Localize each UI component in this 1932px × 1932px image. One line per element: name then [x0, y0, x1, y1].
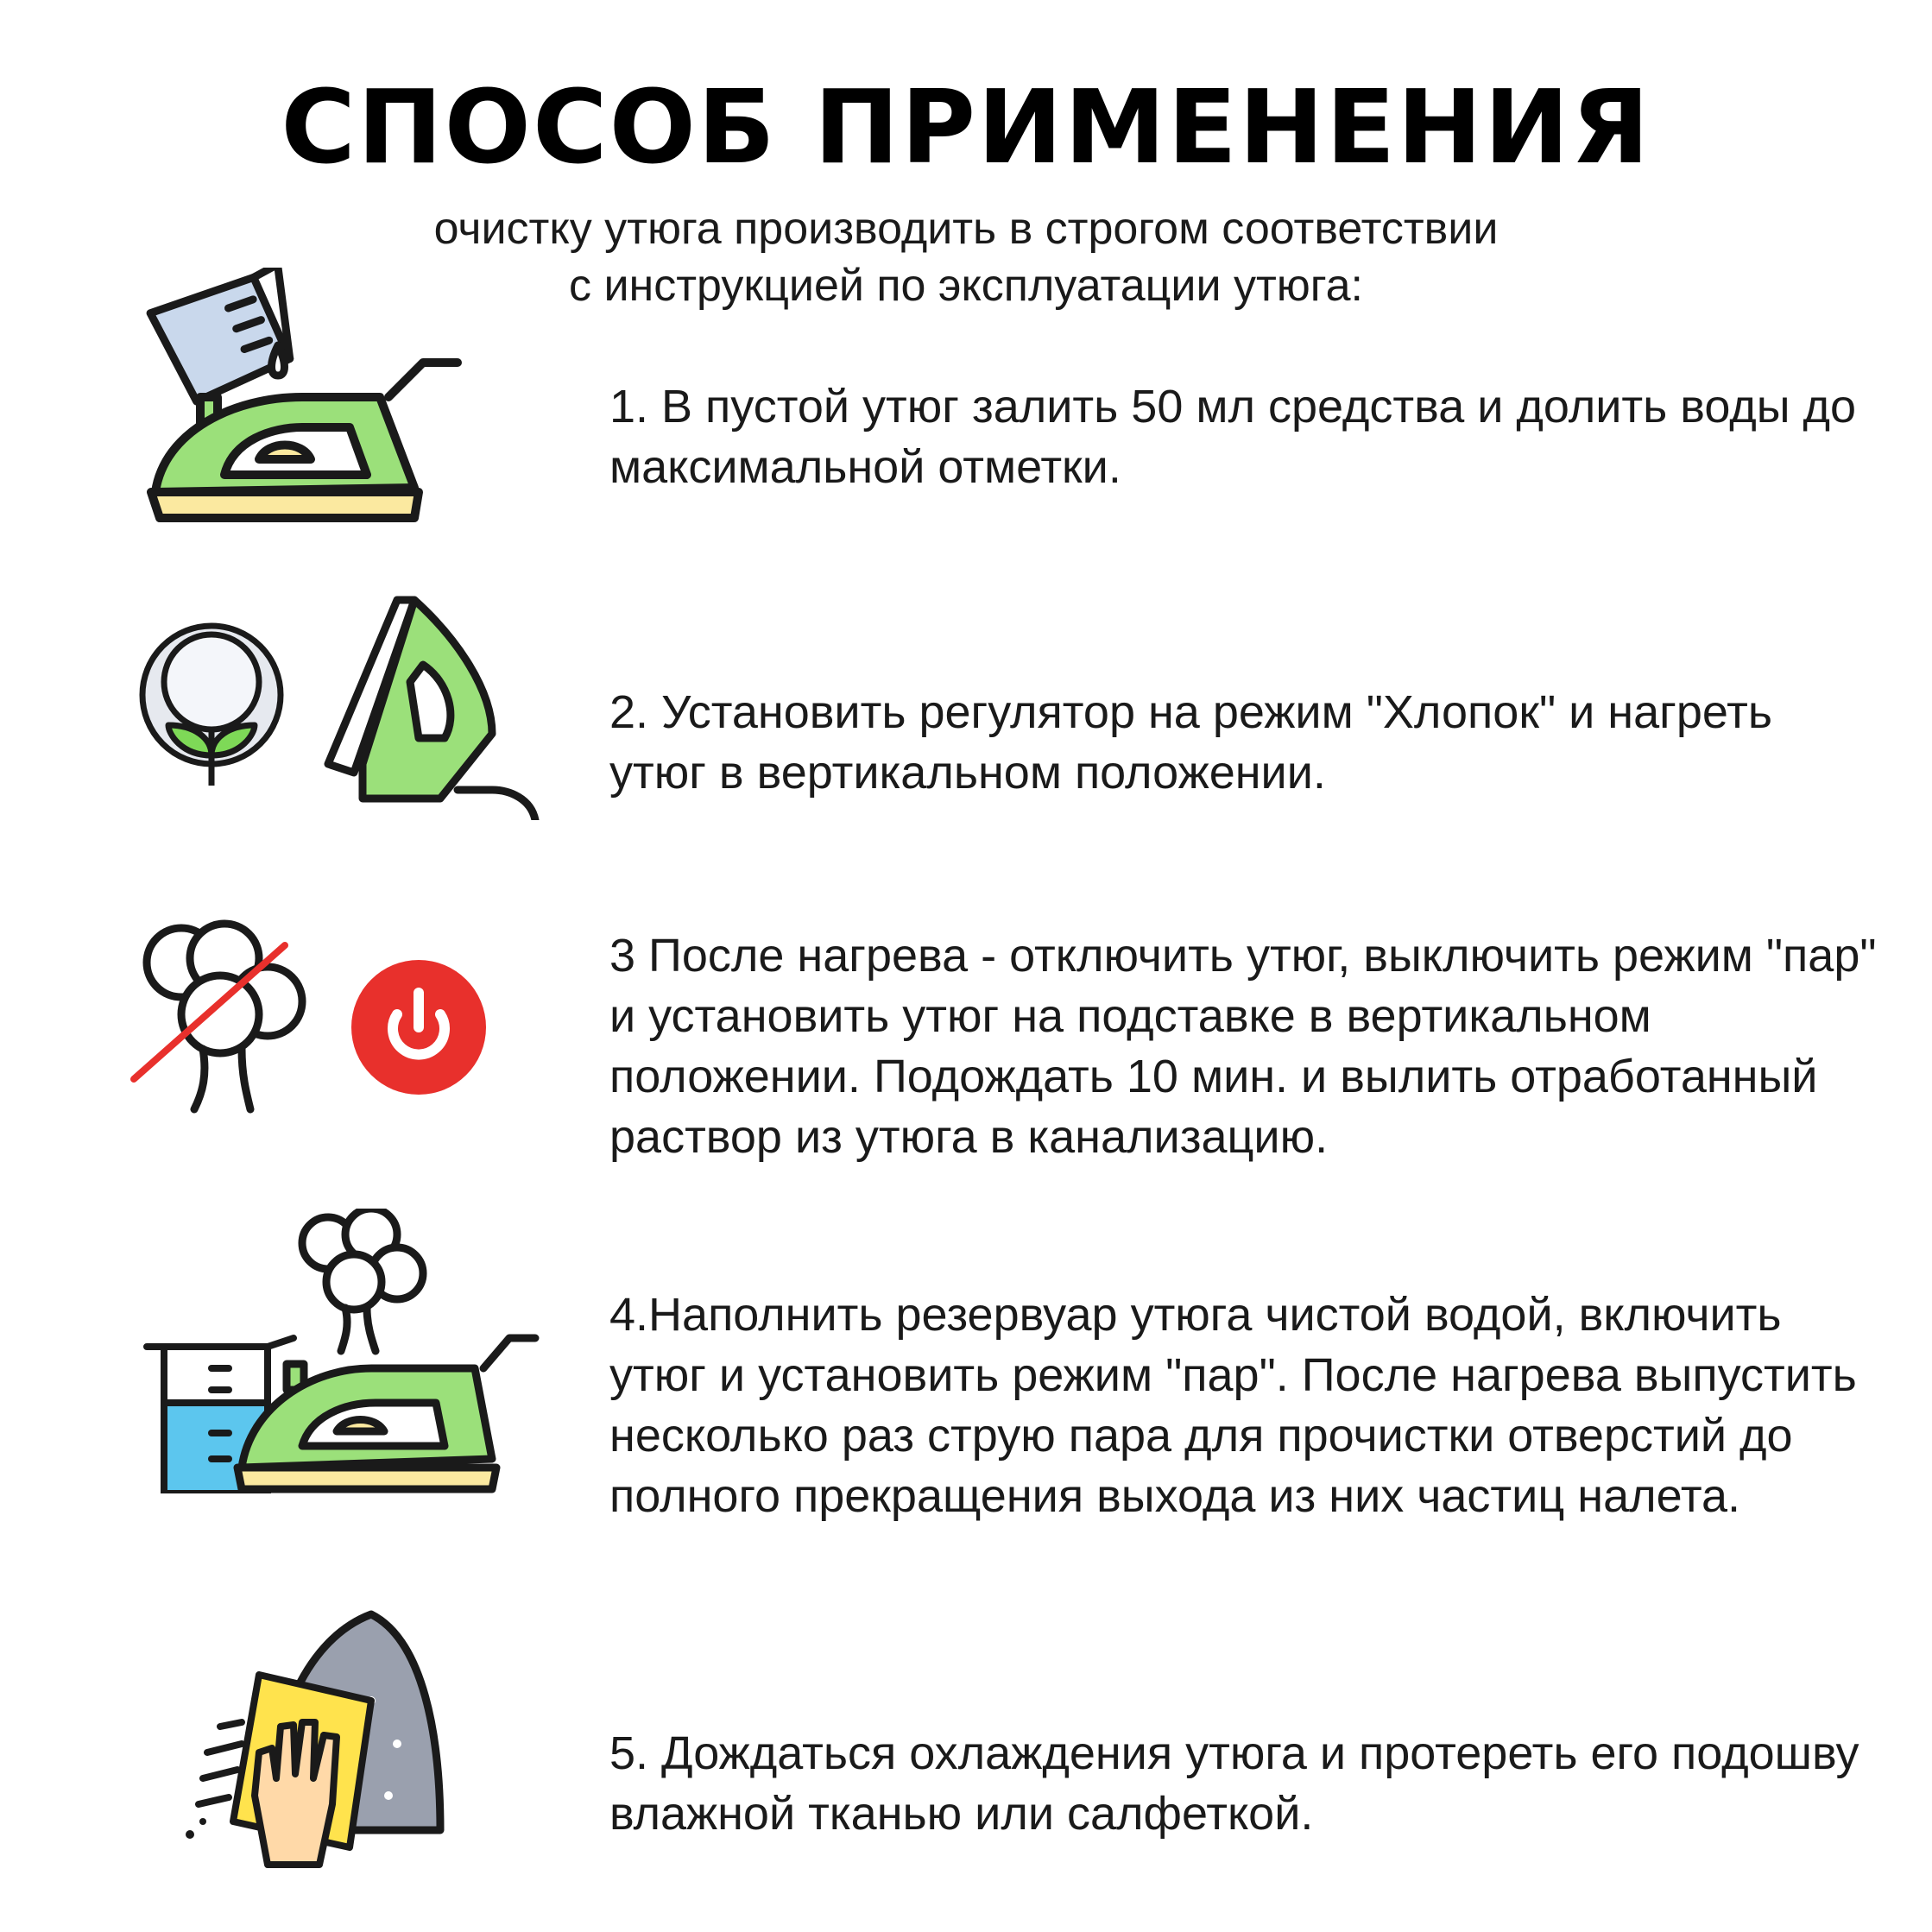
- subtitle-line-2: с инструкцией по эксплуатации утюга:: [569, 261, 1363, 311]
- no-steam-icon: [134, 924, 302, 1109]
- step-5-text: 5. Дождаться охлаждения утюга и протереть его подошву влажной тканью или салфеткой.: [609, 1727, 1859, 1840]
- step-3-icons: [121, 919, 501, 1118]
- step-5-icons: [173, 1606, 458, 1882]
- power-off-icon: [351, 960, 486, 1095]
- step-3-text: 3 После нагрева - отключить утюг, выключить режим "пар" и установить утюг на подставке в вертикальном положении. Подождать 10 мин. и вылить отработанный раствор из утюга в канализацию.: [609, 930, 1877, 1163]
- step-2-text: 2. Установить регулятор на режим "Хлопок" и нагреть утюг в вертикальном положении.: [609, 686, 1772, 799]
- step-4-text: 4.Наполнить резервуар утюга чистой водой, включить утюг и установить режим "пар". После нагрева выпустить несколько раз струю пара для прочистки отверстий до полного прекращения выхода из них частиц налета.: [609, 1289, 1857, 1522]
- measuring-jug-icon: [148, 268, 294, 407]
- step-2-icons: [129, 587, 544, 820]
- subtitle-line-1: очистку утюга производить в строгом соответствии: [433, 204, 1499, 254]
- wiping-cloth-hand-icon: [186, 1675, 371, 1865]
- steam-iron-icon: [237, 1209, 535, 1489]
- cotton-icon: [142, 626, 281, 786]
- step-1-icons: [129, 268, 475, 527]
- step-1-text: 1. В пустой утюг залить 50 мл средства и долить воды до максимальной отметки.: [609, 381, 1857, 493]
- step-4-icons: [129, 1209, 578, 1493]
- upright-iron-icon: [328, 600, 535, 820]
- page-title: СПОСОБ ПРИМЕНЕНИЯ: [281, 67, 1651, 186]
